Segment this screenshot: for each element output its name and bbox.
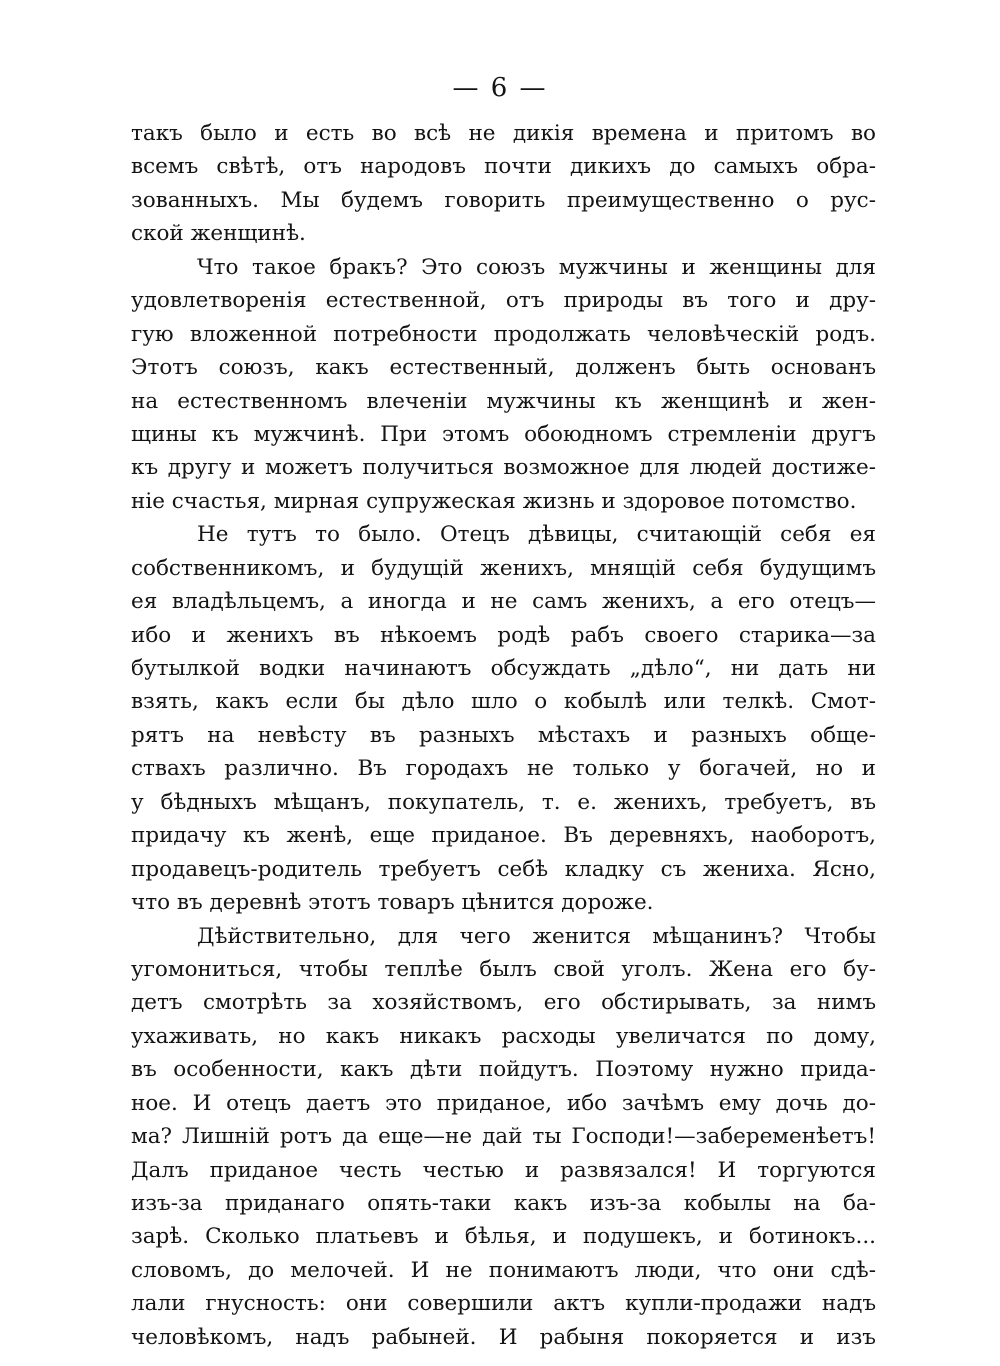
- text-line: гую вложенной потребности продолжать человѣческій родъ.: [131, 321, 876, 347]
- text-line: ея владѣльцемъ, а иногда и не самъ женихъ, а его отецъ—: [131, 589, 876, 615]
- text-line: къ другу и можетъ получиться возможное для людей достиже-: [131, 455, 876, 481]
- paragraph-first-line: Что такое бракъ? Это союзъ мужчины и женщины для: [197, 254, 876, 280]
- text-line: взять, какъ если бы дѣло шло о кобылѣ или телкѣ. Смот-: [131, 689, 876, 715]
- text-line: ствахъ различно. Въ городахъ не только у богачей, но и: [131, 756, 876, 782]
- paragraph-first-line: Не тутъ то было. Отецъ дѣвицы, считающій себя ея: [197, 522, 876, 548]
- paragraph-first-line: Дѣйствительно, для чего женится мѣщанинъ? Чтобы: [197, 923, 876, 949]
- text-line: ской женщинѣ.: [131, 221, 306, 247]
- text-line: собственникомъ, и будущій женихъ, мнящій себя будущимъ: [131, 555, 876, 581]
- text-line: зарѣ. Сколько платьевъ и бѣлья, и подушекъ, и ботинокъ...: [131, 1224, 876, 1250]
- text-line: ма? Лишній ротъ да еще—не дай ты Господи!—забеременѣетъ!: [131, 1124, 876, 1150]
- text-line: такъ было и есть во всѣ не дикія времена и притомъ во: [131, 121, 876, 146]
- text-line: Далъ приданое честь честью и развязался! И торгуются: [131, 1157, 876, 1183]
- text-line: придачу къ женѣ, еще приданое. Въ деревняхъ, наоборотъ,: [131, 823, 876, 849]
- text-line: ибо и женихъ въ нѣкоемъ родѣ рабъ своего старика—за: [131, 622, 876, 648]
- text-line: ніе счастья, мирная супружеская жизнь и здоровое потомство.: [131, 488, 857, 514]
- text-line: детъ смотрѣть за хозяйствомъ, его обстирывать, за нимъ: [131, 990, 876, 1016]
- body-text: [131, 117, 876, 1354]
- text-line: угомониться, чтобы теплѣе былъ свой уголъ. Жена его бу-: [131, 956, 876, 982]
- text-line: ное. И отецъ даетъ это приданое, ибо зачѣмъ ему дочь до-: [131, 1090, 876, 1116]
- text-line: бутылкой водки начинаютъ обсуждать „дѣло“, ни дать ни: [131, 656, 876, 681]
- text-line: словомъ, до мелочей. И не понимаютъ люди, что они сдѣ-: [131, 1257, 876, 1283]
- text-line: удовлетворенія естественной, отъ природы въ того и дру-: [131, 288, 876, 314]
- text-line: продавецъ-родитель требуетъ себѣ кладку съ жениха. Ясно,: [131, 856, 876, 882]
- text-line: на естественномъ влеченіи мужчины къ женщинѣ и жен-: [131, 388, 876, 414]
- text-line: человѣкомъ, надъ рабыней. И рабыня покоряется и изъ: [131, 1324, 876, 1350]
- text-line: зованныхъ. Мы будемъ говорить преимущественно о рус-: [131, 187, 876, 213]
- text-line: щины къ мужчинѣ. При этомъ обоюдномъ стремленіи другъ: [131, 421, 876, 447]
- text-line: рятъ на невѣсту въ разныхъ мѣстахъ и разныхъ обще-: [131, 722, 876, 748]
- text-line: у бѣдныхъ мѣщанъ, покупатель, т. е. женихъ, требуетъ, въ: [131, 789, 876, 815]
- text-line: изъ-за приданаго опять-таки какъ изъ-за кобылы на ба-: [131, 1191, 876, 1216]
- text-line: лали гнусность: они совершили актъ купли-продажи надъ: [131, 1291, 876, 1317]
- text-line: всемъ свѣтѣ, отъ народовъ почти дикихъ до самыхъ обра-: [131, 154, 876, 180]
- page-number: — 6 —: [452, 73, 548, 103]
- text-line: Этотъ союзъ, какъ естественный, долженъ быть основанъ: [131, 355, 876, 381]
- text-line: въ особенности, какъ дѣти пойдутъ. Поэтому нужно прида-: [131, 1057, 876, 1083]
- text-line: что въ деревнѣ этотъ товаръ цѣнится дороже.: [131, 890, 654, 916]
- text-line: ухаживать, но какъ никакъ расходы увеличатся по дому,: [131, 1023, 876, 1049]
